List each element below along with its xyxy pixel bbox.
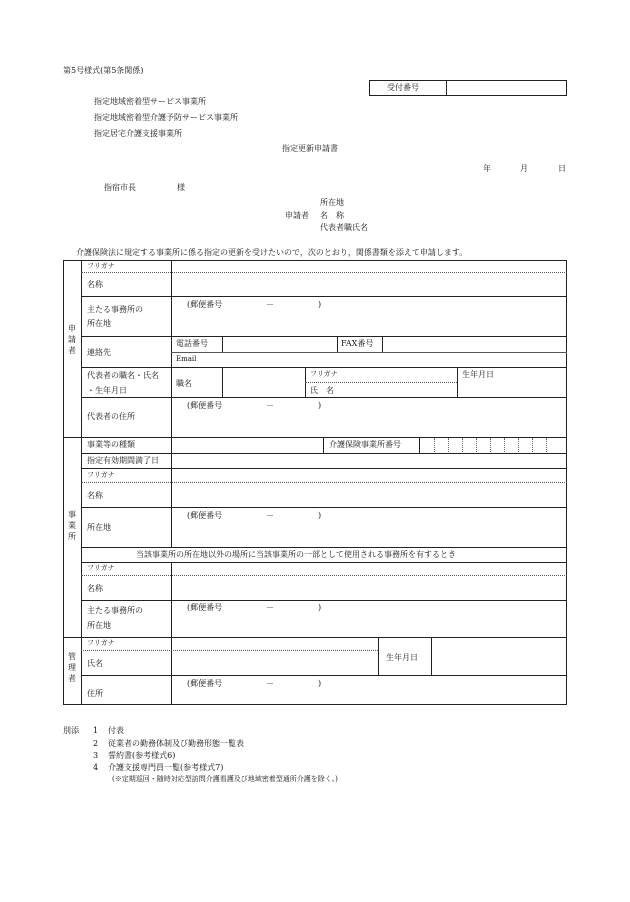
branch-location-label: 所在地 — [87, 621, 111, 630]
office-postal-close: ) — [318, 511, 322, 520]
manager-birth-label: 生年月日 — [386, 653, 418, 662]
applicant-rep-birth-label: 生年月日 — [462, 370, 494, 379]
manager-postal-close: ) — [318, 679, 322, 688]
applicant-postal-dash: － — [266, 300, 274, 309]
business-type-2: 指定地域密着型介護予防サービス事業所 — [94, 113, 238, 122]
office-postal-dash: － — [266, 511, 274, 520]
branch-name-label: 名称 — [87, 584, 103, 593]
applicant-name-label-cell: 名称 — [87, 280, 103, 289]
applicant-rep-address-label: 代表者の住所 — [87, 412, 135, 421]
addressee-sama: 様 — [177, 183, 185, 192]
section-applicant: 申請者 — [68, 324, 76, 355]
business-type-1: 指定地域密着型サービス事業所 — [94, 97, 206, 106]
applicant-location-cell-label: 所在地 — [87, 319, 111, 328]
attachment-1-text: 付表 — [108, 726, 124, 735]
form-number: 第5号様式(第5条関係) — [63, 66, 144, 75]
section-office: 事業所 — [68, 510, 76, 541]
branch-furigana-label: フリガナ — [87, 564, 115, 572]
office-postal-open: (郵便番号 — [187, 511, 223, 520]
attachment-note: (※定期巡回・随時対応型訪問介護看護及び地域密着型通所介護を除く。) — [112, 775, 338, 783]
office-kind-label: 事業等の種類 — [87, 440, 135, 449]
applicant-name-label: 名 称 — [320, 211, 344, 220]
applicant-postal-open: (郵便番号 — [187, 300, 223, 309]
attachment-2-no: 2 — [93, 739, 99, 748]
branch-postal-close: ) — [318, 603, 322, 612]
office-expiry-label: 指定有効期間満了日 — [87, 456, 159, 465]
attachment-2-text: 従業者の勤務体制及び勤務形態一覧表 — [108, 739, 244, 748]
applicant-tel-label: 電話番号 — [176, 339, 208, 348]
attachment-4-text: 介護支援専門員一覧(参考様式7) — [108, 763, 224, 772]
business-type-3: 指定居宅介護支援事業所 — [94, 129, 182, 138]
applicant-title-label: 職名 — [176, 379, 192, 388]
manager-address-label: 住所 — [87, 689, 103, 698]
manager-furigana-label: フリガナ — [87, 639, 115, 647]
applicant-rep-label: 代表者職氏名 — [320, 223, 368, 232]
office-care-no-label: 介護保険事業所番号 — [329, 440, 401, 449]
applicant-contact-label: 連絡先 — [87, 348, 111, 357]
applicant-rep-furigana: フリガナ — [310, 370, 338, 378]
date-day: 日 — [558, 164, 566, 173]
rep-postal-dash: － — [266, 401, 274, 410]
applicant-location-label: 所在地 — [320, 198, 344, 207]
office-name-label: 名称 — [87, 491, 103, 500]
applicant-furigana-label: フリガナ — [87, 262, 115, 270]
attachment-3-no: 3 — [93, 751, 99, 760]
rep-postal-open: (郵便番号 — [187, 401, 223, 410]
applicant-rep-label-2: ・生年月日 — [87, 386, 127, 395]
branch-postal-open: (郵便番号 — [187, 603, 223, 612]
manager-name-label: 氏名 — [87, 659, 103, 668]
branch-main-office-label: 主たる事務所の — [87, 606, 143, 615]
applicant-email-label: Email — [176, 355, 197, 363]
office-location-label: 所在地 — [87, 523, 111, 532]
attachments-label: 別添 — [63, 726, 79, 735]
attachment-3-text: 誓約書(参考様式6) — [108, 751, 176, 760]
date-year: 年 — [483, 164, 491, 173]
applicant-rep-label-1: 代表者の職名・氏名 — [87, 371, 159, 380]
section-manager: 管理者 — [68, 652, 76, 683]
date-month: 月 — [520, 164, 528, 173]
attachment-4-no: 4 — [93, 763, 99, 772]
applicant-rep-shimei: 氏 名 — [310, 386, 334, 395]
applicant-fax-label: FAX番号 — [341, 339, 374, 348]
receipt-number-label: 受付番号 — [387, 83, 419, 92]
branch-postal-dash: － — [266, 603, 274, 612]
manager-postal-dash: － — [266, 679, 274, 688]
applicant-label: 申請者 — [285, 211, 309, 220]
applicant-main-office-label: 主たる事務所の — [87, 305, 143, 314]
office-other-place-text: 当該事業所の所在地以外の場所に当該事業所の一部として使用される事務所を有するとき — [136, 550, 456, 559]
page-title: 指定更新申請書 — [282, 144, 338, 153]
applicant-postal-close: ) — [318, 300, 322, 309]
manager-postal-open: (郵便番号 — [187, 679, 223, 688]
attachment-1-no: 1 — [93, 726, 99, 735]
intro-text: 介護保険法に規定する事業所に係る指定の更新を受けたいので，次のとおり，関係書類を添えて申請します。 — [76, 248, 468, 257]
rep-postal-close: ) — [318, 401, 322, 410]
office-furigana-label: フリガナ — [87, 471, 115, 479]
addressee-city: 指宿市長 — [104, 183, 136, 192]
